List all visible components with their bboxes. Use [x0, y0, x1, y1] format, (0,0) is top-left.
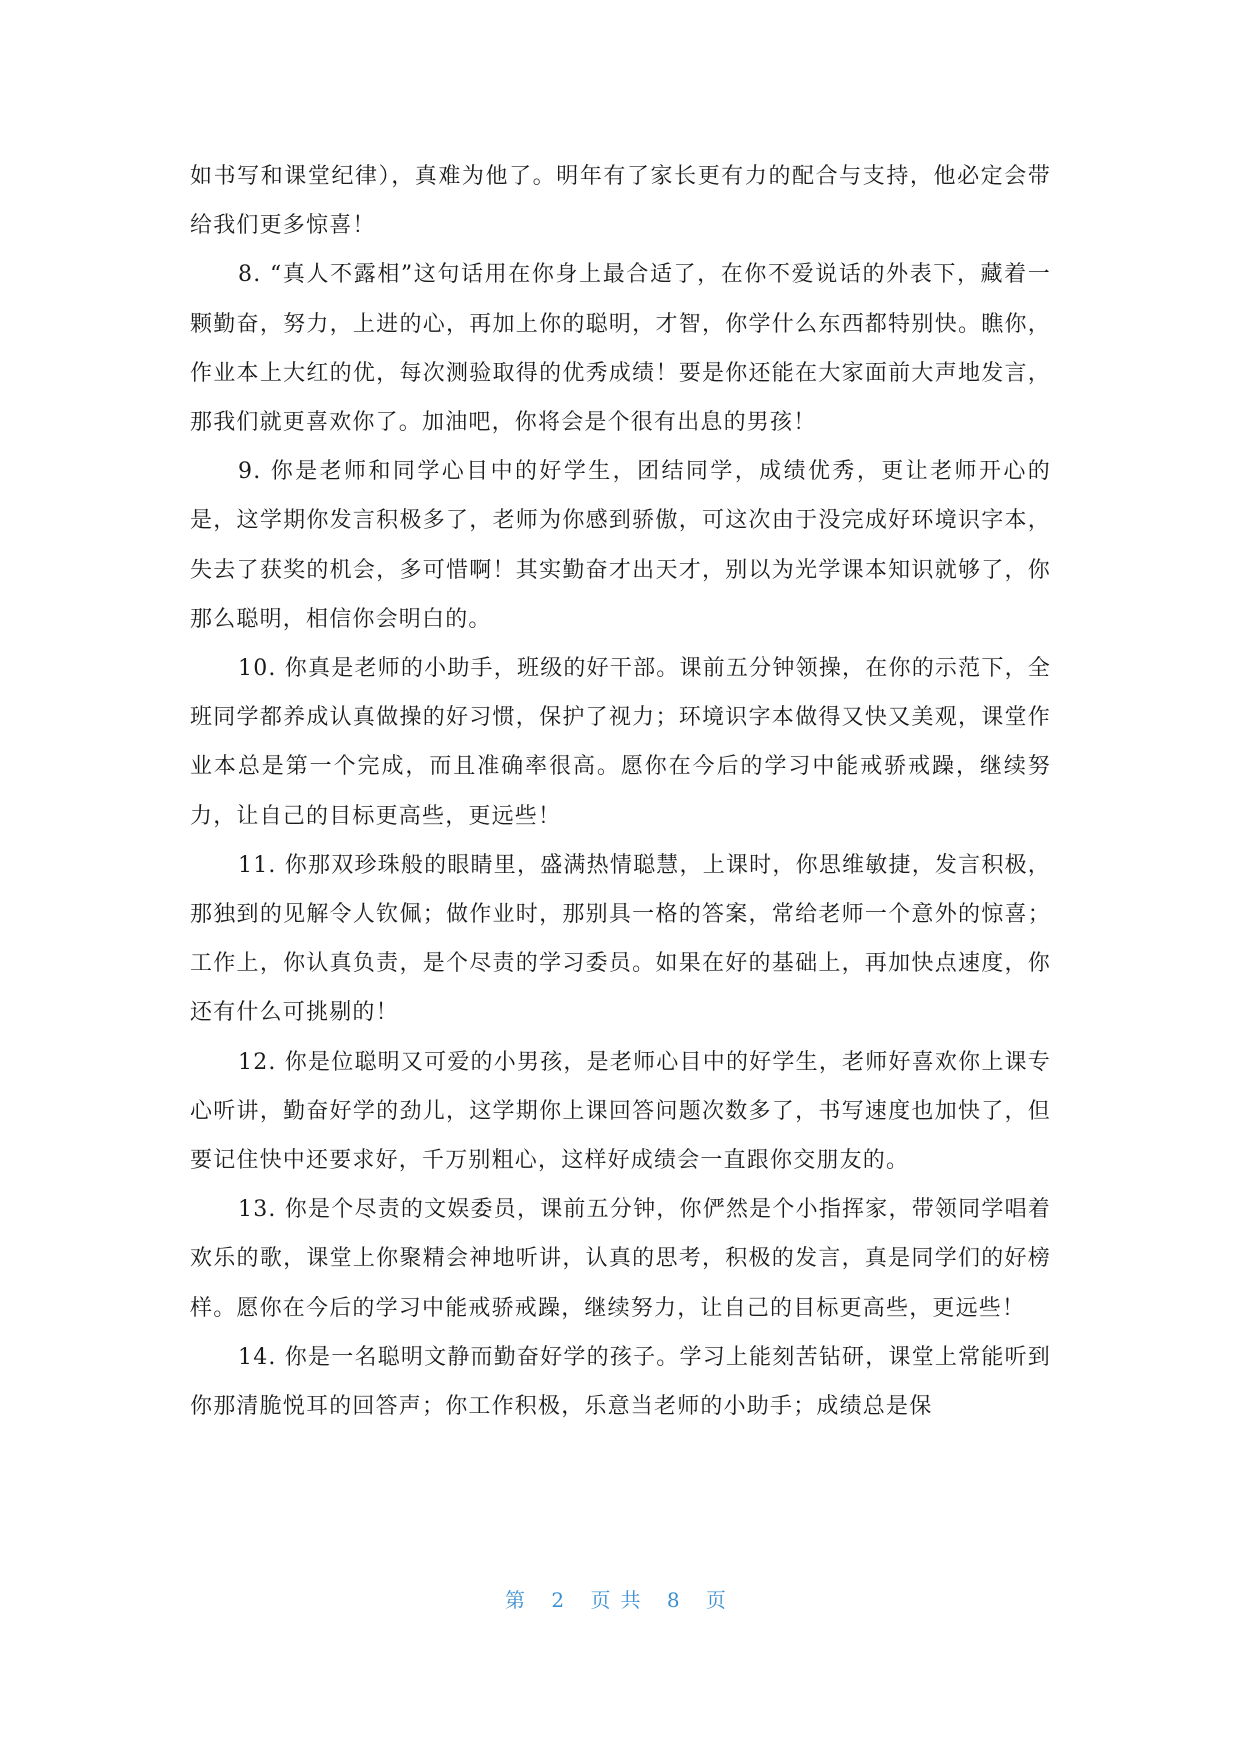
paragraph-item-11: 11. 你那双珍珠般的眼睛里，盛满热情聪慧，上课时，你思维敏捷，发言积极，那独到的见解令人钦佩；做作业时，那别具一格的答案，常给老师一个意外的惊喜；工作上，你认真负责，是个尽责的学习委员。如果在好的基础上，再加快点速度，你还有什么可挑剔的！: [190, 852, 1051, 1026]
paragraph-item-14: 14. 你是一名聪明文静而勤奋好学的孩子。学习上能刻苦钻研，课堂上常能听到你那清脆悦耳的回答声；你工作积极，乐意当老师的小助手；成绩总是保: [190, 1344, 1051, 1420]
document-body: [190, 152, 1051, 1431]
paragraph-item-9: 9. 你是老师和同学心目中的好学生，团结同学，成绩优秀，更让老师开心的是，这学期你发言积极多了，老师为你感到骄傲，可这次由于没完成好环境识字本，失去了获奖的机会，多可惜啊！其实勤奋才出天才，别以为光学课本知识就够了，你那么聪明，相信你会明白的。: [190, 459, 1051, 632]
paragraph-item-10: 10. 你真是老师的小助手，班级的好干部。课前五分钟领操，在你的示范下，全班同学都养成认真做操的好习惯，保护了视力；环境识字本做得又快又美观，课堂作业本总是第一个完成，而且准确率很高。愿你在今后的学习中能戒骄戒躁，继续努力，让自己的目标更高些，更远些！: [190, 656, 1051, 829]
paragraph-item-12: 12. 你是位聪明又可爱的小男孩，是老师心目中的好学生，老师好喜欢你上课专心听讲，勤奋好学的劲儿，这学期你上课回答问题次数多了，书写速度也加快了，但要记住快中还要求好，千万别粗心，这样好成绩会一直跟你交朋友的。: [190, 1049, 1051, 1174]
paragraph-item-8: 8. “真人不露相”这句话用在你身上最合适了，在你不爱说话的外表下，藏着一颗勤奋，努力，上进的心，再加上你的聪明，才智，你学什么东西都特别快。瞧你，作业本上大红的优，每次测验取得的优秀成绩！要是你还能在大家面前大声地发言，那我们就更喜欢你了。加油吧，你将会是个很有出息的男孩！: [190, 262, 1051, 436]
paragraph-item-13: 13. 你是个尽责的文娱委员，课前五分钟，你俨然是个小指挥家，带领同学唱着欢乐的歌，课堂上你聚精会神地听讲，认真的思考，积极的发言，真是同学们的好榜样。愿你在今后的学习中能戒骄戒躁，继续努力，让自己的目标更高些，更远些！: [190, 1197, 1051, 1321]
paragraph-continuation: 如书写和课堂纪律），真难为他了。明年有了家长更有力的配合与支持，他必定会带给我们更多惊喜！: [190, 164, 1051, 239]
page-number-footer: 第 2 页共 8 页: [505, 1588, 736, 1612]
